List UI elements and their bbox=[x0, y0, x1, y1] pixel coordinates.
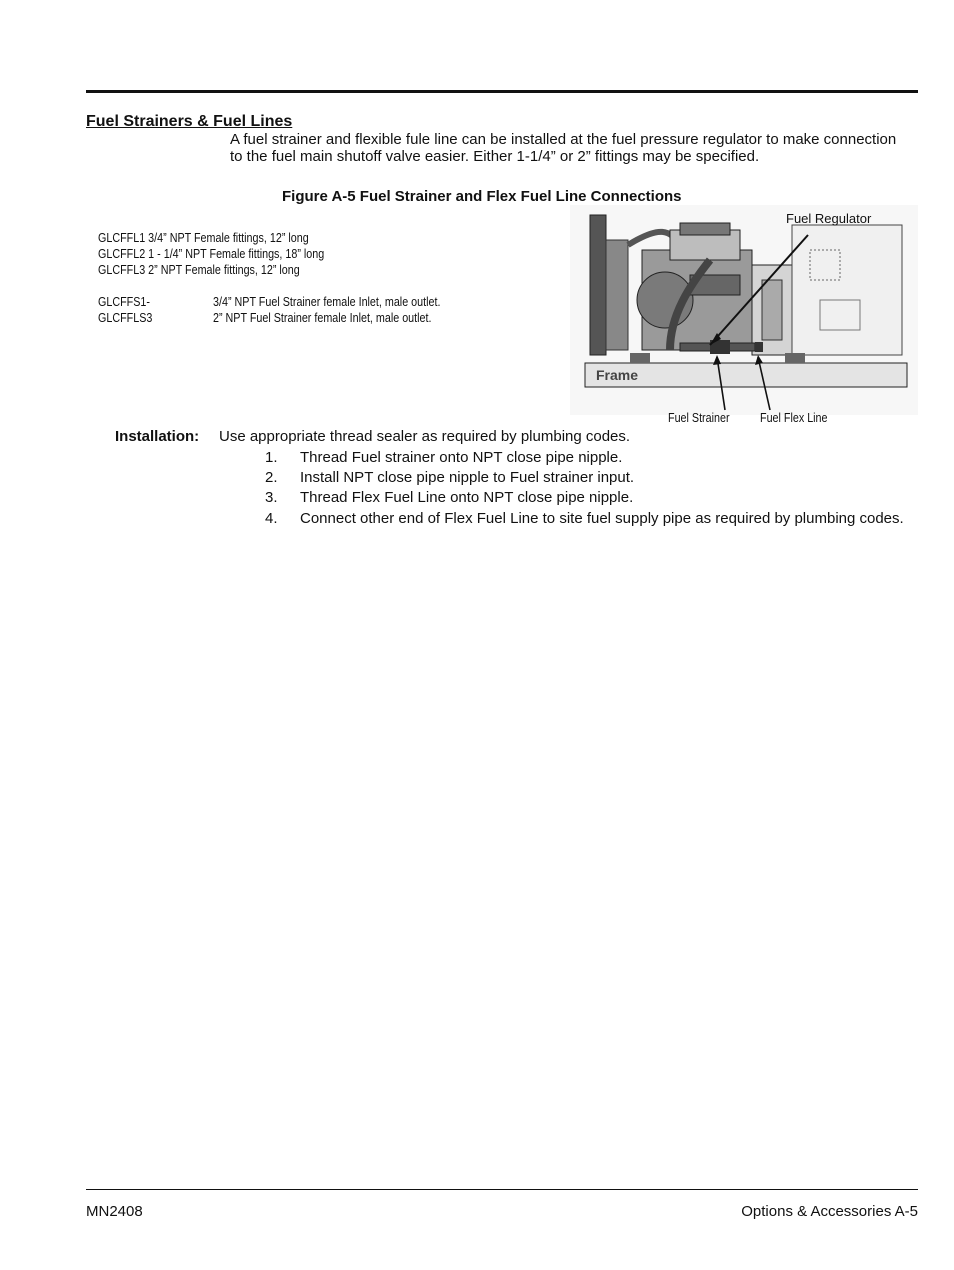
footer-rule bbox=[86, 1189, 918, 1190]
step-text: Install NPT close pipe nipple to Fuel strainer input. bbox=[300, 469, 635, 486]
fuel-flex-line-label: Fuel Flex Line bbox=[760, 411, 828, 425]
step-number: 3. bbox=[265, 489, 278, 506]
flex-line-part-1: GLCFFL1 3/4” NPT Female fittings, 12” long bbox=[98, 231, 309, 245]
flex-line-part-3: GLCFFL3 2” NPT Female fittings, 12” long bbox=[98, 263, 300, 277]
installation-text: Use appropriate thread sealer as required by plumbing codes. bbox=[219, 428, 631, 445]
section-title: Fuel Strainers & Fuel Lines bbox=[86, 113, 293, 130]
fuel-regulator-label: Fuel Regulator bbox=[786, 211, 872, 226]
generator-illustration bbox=[570, 205, 918, 415]
step-number: 1. bbox=[265, 449, 278, 466]
strainer-part-1-desc: 3/4” NPT Fuel Strainer female Inlet, male outlet. bbox=[213, 295, 441, 309]
fuel-strainer-label: Fuel Strainer bbox=[668, 411, 730, 425]
strainer-part-1-code: GLCFFS1- bbox=[98, 295, 150, 309]
figure-caption: Figure A-5 Fuel Strainer and Flex Fuel Line Connections bbox=[282, 188, 682, 205]
installation-label: Installation: bbox=[115, 428, 200, 445]
footer-manual-number: MN2408 bbox=[86, 1203, 143, 1220]
step-text: Thread Fuel strainer onto NPT close pipe nipple. bbox=[300, 449, 623, 466]
header-rule bbox=[86, 90, 918, 93]
intro-paragraph: A fuel strainer and flexible fule line can be installed at the fuel pressure regulator to make connection to the fuel main shutoff valve easier. Either 1-1/4” or 2” fittings may be specified. bbox=[230, 131, 897, 165]
step-text: Thread Flex Fuel Line onto NPT close pipe nipple. bbox=[300, 489, 634, 506]
footer-page-label: Options & Accessories A-5 bbox=[741, 1203, 918, 1220]
step-number: 2. bbox=[265, 469, 278, 486]
frame-label: Frame bbox=[596, 367, 639, 383]
strainer-part-2-desc: 2” NPT Fuel Strainer female Inlet, male outlet. bbox=[213, 311, 432, 325]
strainer-part-2-code: GLCFFLS3 bbox=[98, 311, 153, 325]
flex-line-part-2: GLCFFL2 1 - 1/4” NPT Female fittings, 18” long bbox=[98, 247, 325, 261]
generator-figure bbox=[570, 205, 918, 415]
step-number: 4. bbox=[265, 510, 278, 527]
step-text: Connect other end of Flex Fuel Line to site fuel supply pipe as required by plumbing codes. bbox=[300, 510, 904, 527]
